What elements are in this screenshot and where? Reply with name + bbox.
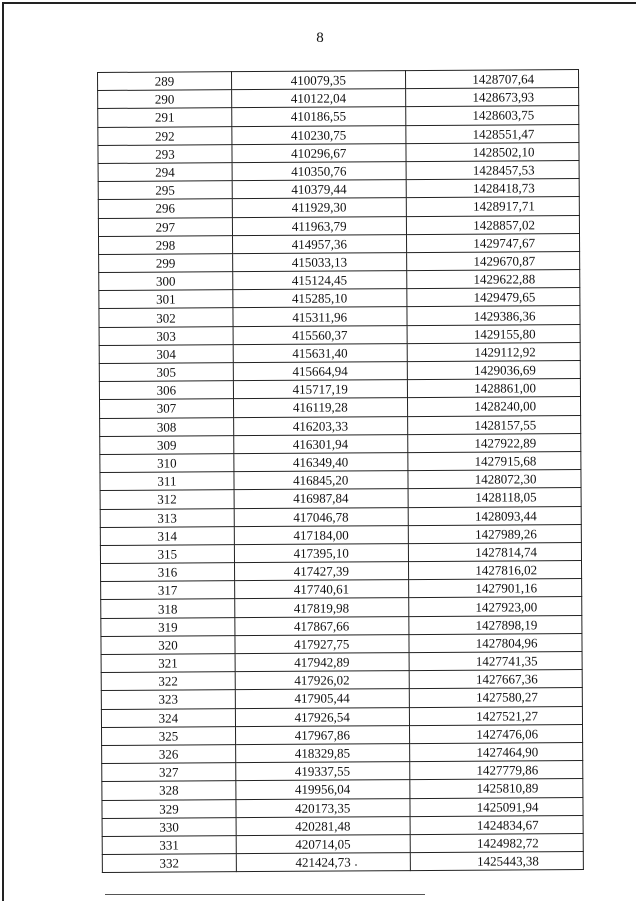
point-number-cell: 308 xyxy=(100,417,234,436)
point-number-cell: 327 xyxy=(102,763,236,782)
x-coordinate-cell: 416203,33 xyxy=(233,416,407,435)
y-coordinate-cell: 1427521,27 xyxy=(409,706,582,725)
table-row xyxy=(101,615,582,636)
x-coordinate-cell: 417905,44 xyxy=(235,689,409,708)
point-number-cell: 330 xyxy=(102,817,236,836)
scan-speck xyxy=(355,864,357,866)
y-coordinate-cell: 1429155,80 xyxy=(407,324,580,343)
table-row xyxy=(99,251,580,272)
point-number-cell: 303 xyxy=(99,326,233,345)
point-number-cell: 300 xyxy=(99,272,233,291)
point-number-cell: 321 xyxy=(101,654,235,673)
table-row xyxy=(102,724,583,745)
y-coordinate-cell: 1425443,38 xyxy=(410,852,583,871)
x-coordinate-cell: 417926,54 xyxy=(235,707,409,726)
x-coordinate-cell: 415631,40 xyxy=(233,343,407,362)
table-row xyxy=(98,124,579,145)
y-coordinate-cell: 1427901,16 xyxy=(408,579,581,598)
point-number-cell: 323 xyxy=(101,690,235,709)
point-number-cell: 326 xyxy=(102,745,236,764)
x-coordinate-cell: 417740,61 xyxy=(234,580,408,599)
x-coordinate-cell: 410350,76 xyxy=(232,162,406,181)
x-coordinate-cell: 417867,66 xyxy=(235,616,409,635)
table-row xyxy=(101,670,582,691)
x-coordinate-cell: 420173,35 xyxy=(236,798,410,817)
table-row xyxy=(99,306,580,327)
point-number-cell: 312 xyxy=(100,490,234,509)
y-coordinate-cell: 1427814,74 xyxy=(408,542,581,561)
x-coordinate-cell: 417927,75 xyxy=(235,634,409,653)
point-number-cell: 317 xyxy=(101,581,235,600)
x-coordinate-cell: 417427,39 xyxy=(234,562,408,581)
x-coordinate-cell: 410186,55 xyxy=(232,107,406,126)
table-row xyxy=(102,852,583,873)
bottom-rule xyxy=(105,894,425,895)
y-coordinate-cell: 1427923,00 xyxy=(408,597,581,616)
y-coordinate-cell: 1424982,72 xyxy=(410,833,583,852)
y-coordinate-cell: 1428917,71 xyxy=(406,197,579,216)
x-coordinate-cell: 417819,98 xyxy=(235,598,409,617)
y-coordinate-cell: 1427989,26 xyxy=(408,524,581,543)
table-row xyxy=(100,470,581,491)
table-row xyxy=(99,270,580,291)
x-coordinate-cell: 410379,44 xyxy=(232,180,406,199)
x-coordinate-cell: 417184,00 xyxy=(234,525,408,544)
x-coordinate-cell: 410296,67 xyxy=(232,143,406,162)
y-coordinate-cell: 1428861,00 xyxy=(407,379,580,398)
point-number-cell: 309 xyxy=(100,435,234,454)
x-coordinate-cell: 411929,30 xyxy=(232,198,406,217)
table-row xyxy=(98,179,579,200)
table-row xyxy=(101,633,582,654)
y-coordinate-cell: 1425091,94 xyxy=(410,797,583,816)
y-coordinate-cell: 1427922,89 xyxy=(407,433,580,452)
y-coordinate-cell: 1428093,44 xyxy=(408,506,581,525)
table-row xyxy=(101,561,582,582)
x-coordinate-cell: 419956,04 xyxy=(236,780,410,799)
point-number-cell: 310 xyxy=(100,454,234,473)
point-number-cell: 305 xyxy=(99,363,233,382)
x-coordinate-cell: 416301,94 xyxy=(234,434,408,453)
y-coordinate-cell: 1425810,89 xyxy=(409,779,582,798)
point-number-cell: 316 xyxy=(101,563,235,582)
y-coordinate-cell: 1428603,75 xyxy=(405,106,578,125)
table-row xyxy=(102,815,583,836)
table-row xyxy=(98,106,579,127)
y-coordinate-cell: 1428707,64 xyxy=(405,70,578,89)
point-number-cell: 313 xyxy=(100,508,234,527)
table-row xyxy=(100,506,581,527)
y-coordinate-cell: 1428502,10 xyxy=(406,142,579,161)
point-number-cell: 314 xyxy=(100,526,234,545)
table-row xyxy=(98,88,579,109)
point-number-cell: 324 xyxy=(101,708,235,727)
point-number-cell: 311 xyxy=(100,472,234,491)
y-coordinate-cell: 1428857,02 xyxy=(406,215,579,234)
point-number-cell: 304 xyxy=(99,344,233,363)
point-number-cell: 289 xyxy=(98,72,232,91)
table-row xyxy=(101,688,582,709)
x-coordinate-cell: 416845,20 xyxy=(234,471,408,490)
x-coordinate-cell: 415311,96 xyxy=(233,307,407,326)
point-number-cell: 302 xyxy=(99,308,233,327)
x-coordinate-cell: 415124,45 xyxy=(233,271,407,290)
table-row xyxy=(100,415,581,436)
table-row xyxy=(99,361,580,382)
point-number-cell: 299 xyxy=(99,254,233,273)
point-number-cell: 290 xyxy=(98,90,232,109)
x-coordinate-cell: 414957,36 xyxy=(232,234,406,253)
x-coordinate-cell: 417395,10 xyxy=(234,543,408,562)
point-number-cell: 328 xyxy=(102,781,236,800)
point-number-cell: 306 xyxy=(99,381,233,400)
y-coordinate-cell: 1427779,86 xyxy=(409,761,582,780)
table-row xyxy=(99,324,580,345)
point-number-cell: 298 xyxy=(99,235,233,254)
table-row xyxy=(102,797,583,818)
point-number-cell: 325 xyxy=(102,726,236,745)
point-number-cell: 320 xyxy=(101,635,235,654)
y-coordinate-cell: 1427741,35 xyxy=(409,652,582,671)
table-row xyxy=(99,379,580,400)
table-row xyxy=(98,197,579,218)
point-number-cell: 307 xyxy=(100,399,234,418)
point-number-cell: 301 xyxy=(99,290,233,309)
y-coordinate-cell: 1429386,36 xyxy=(407,306,580,325)
table-row xyxy=(101,706,582,727)
x-coordinate-cell: 410122,04 xyxy=(231,89,405,108)
y-coordinate-cell: 1429747,67 xyxy=(406,233,579,252)
y-coordinate-cell: 1428457,53 xyxy=(406,160,579,179)
point-number-cell: 296 xyxy=(98,199,232,218)
table-row xyxy=(99,288,580,309)
y-coordinate-cell: 1428118,05 xyxy=(408,488,581,507)
table-row xyxy=(100,488,581,509)
coordinates-table-body xyxy=(98,70,584,873)
y-coordinate-cell: 1427464,90 xyxy=(409,742,582,761)
x-coordinate-cell: 416987,84 xyxy=(234,489,408,508)
point-number-cell: 332 xyxy=(102,854,236,873)
x-coordinate-cell: 419337,55 xyxy=(236,762,410,781)
x-coordinate-cell: 417926,02 xyxy=(235,671,409,690)
table-row xyxy=(98,142,579,163)
point-number-cell: 318 xyxy=(101,599,235,618)
y-coordinate-cell: 1429479,65 xyxy=(406,288,579,307)
y-coordinate-cell: 1427898,19 xyxy=(408,615,581,634)
table-row xyxy=(100,451,581,472)
table-row xyxy=(101,579,582,600)
table-row xyxy=(100,397,581,418)
point-number-cell: 292 xyxy=(98,126,232,145)
table-row xyxy=(100,524,581,545)
y-coordinate-cell: 1427915,68 xyxy=(407,451,580,470)
point-number-cell: 315 xyxy=(100,545,234,564)
x-coordinate-cell: 417967,86 xyxy=(235,725,409,744)
y-coordinate-cell: 1427476,06 xyxy=(409,724,582,743)
y-coordinate-cell: 1427580,27 xyxy=(409,688,582,707)
y-coordinate-cell: 1427667,36 xyxy=(409,670,582,689)
y-coordinate-cell: 1427804,96 xyxy=(409,633,582,652)
table-row xyxy=(99,233,580,254)
y-coordinate-cell: 1428418,73 xyxy=(406,179,579,198)
table-row xyxy=(98,160,579,181)
table-row xyxy=(101,652,582,673)
x-coordinate-cell: 411963,79 xyxy=(232,216,406,235)
x-coordinate-cell: 416119,28 xyxy=(233,398,407,417)
x-coordinate-cell: 415285,10 xyxy=(233,289,407,308)
table-row xyxy=(102,779,583,800)
y-coordinate-cell: 1429670,87 xyxy=(406,251,579,270)
x-coordinate-cell: 410230,75 xyxy=(232,125,406,144)
y-coordinate-cell: 1428551,47 xyxy=(405,124,578,143)
y-coordinate-cell: 1428673,93 xyxy=(405,88,578,107)
table-row xyxy=(102,742,583,763)
y-coordinate-cell: 1429036,69 xyxy=(407,361,580,380)
point-number-cell: 291 xyxy=(98,108,232,127)
y-coordinate-cell: 1429622,88 xyxy=(406,270,579,289)
table-row xyxy=(101,597,582,618)
x-coordinate-cell: 420281,48 xyxy=(236,816,410,835)
point-number-cell: 322 xyxy=(101,672,235,691)
table-row xyxy=(98,215,579,236)
x-coordinate-cell: 420714,05 xyxy=(236,834,410,853)
point-number-cell: 331 xyxy=(102,836,236,855)
point-number-cell: 319 xyxy=(101,617,235,636)
x-coordinate-cell: 417046,78 xyxy=(234,507,408,526)
y-coordinate-cell: 1427816,02 xyxy=(408,561,581,580)
y-coordinate-cell: 1428157,55 xyxy=(407,415,580,434)
x-coordinate-cell: 415560,37 xyxy=(233,325,407,344)
table-row xyxy=(100,542,581,563)
x-coordinate-cell: 415033,13 xyxy=(232,252,406,271)
point-number-cell: 295 xyxy=(98,181,232,200)
x-coordinate-cell: 421424,73 xyxy=(236,853,410,872)
table-row xyxy=(99,342,580,363)
x-coordinate-cell: 416349,40 xyxy=(234,453,408,472)
x-coordinate-cell: 415664,94 xyxy=(233,362,407,381)
page-number: 8 xyxy=(316,30,324,46)
table-row xyxy=(102,761,583,782)
table-row xyxy=(98,70,579,91)
x-coordinate-cell: 417942,89 xyxy=(235,653,409,672)
x-coordinate-cell: 418329,85 xyxy=(235,744,409,763)
x-coordinate-cell: 410079,35 xyxy=(231,71,405,90)
table-row xyxy=(102,833,583,854)
y-coordinate-cell: 1428240,00 xyxy=(407,397,580,416)
point-number-cell: 297 xyxy=(98,217,232,236)
coordinates-table xyxy=(97,69,584,873)
point-number-cell: 293 xyxy=(98,144,232,163)
table-row xyxy=(100,433,581,454)
y-coordinate-cell: 1428072,30 xyxy=(408,470,581,489)
x-coordinate-cell: 415717,19 xyxy=(233,380,407,399)
y-coordinate-cell: 1429112,92 xyxy=(407,342,580,361)
point-number-cell: 294 xyxy=(98,163,232,182)
point-number-cell: 329 xyxy=(102,799,236,818)
y-coordinate-cell: 1424834,67 xyxy=(410,815,583,834)
